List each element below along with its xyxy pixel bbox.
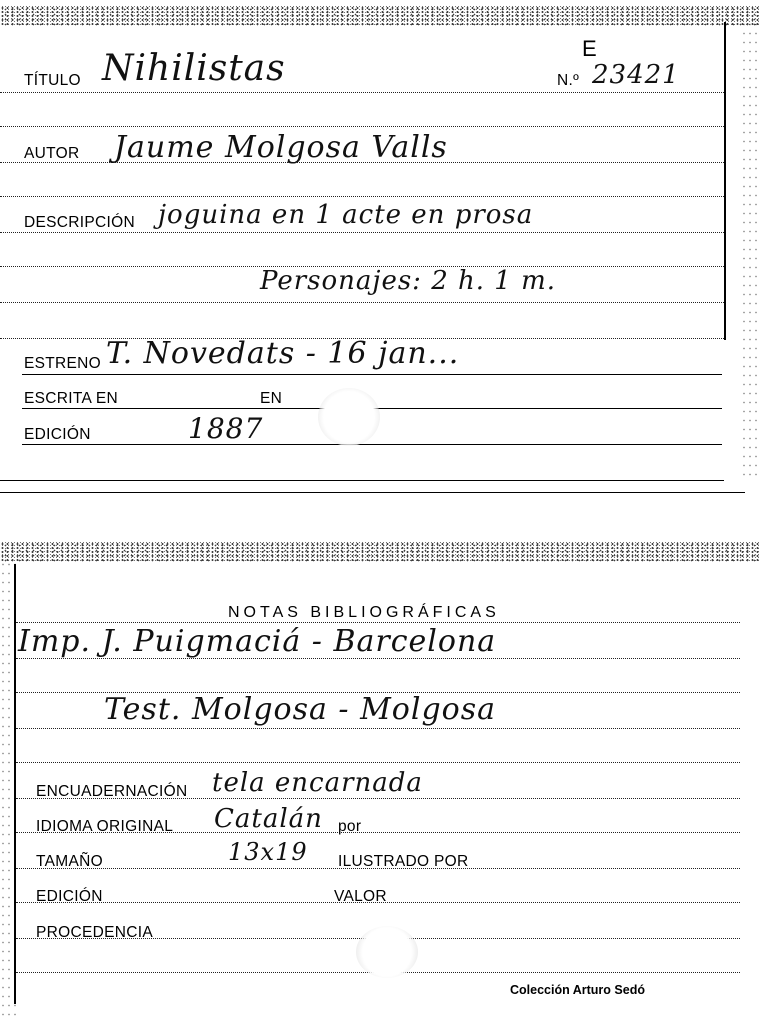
titulo-value: Nihilistas	[102, 48, 286, 89]
punch-hole-mark	[318, 388, 380, 446]
ruled-line	[16, 762, 740, 763]
procedencia-label: PROCEDENCIA	[36, 924, 153, 941]
encuadernacion-value: tela encarnada	[212, 768, 423, 798]
autor-value: Jaume Molgosa Valls	[114, 130, 448, 165]
ruled-line	[22, 444, 722, 445]
ilustrado-label: ILUSTRADO POR	[338, 853, 469, 870]
scan-edge-noise	[0, 6, 759, 26]
descripcion-label: DESCRIPCIÓN	[24, 214, 135, 231]
catalog-card-bottom	[0, 540, 759, 1028]
idioma-label: IDIOMA ORIGINAL	[36, 818, 174, 835]
note-line-1: Imp. J. Puigmaciá - Barcelona	[18, 624, 497, 659]
titulo-label: TÍTULO	[24, 72, 81, 89]
tamano-value: 13x19	[228, 838, 308, 866]
ruled-line	[16, 728, 740, 729]
scan-edge-noise	[0, 542, 759, 562]
catalog-card-top	[0, 0, 759, 495]
edicion-value: 1887	[188, 412, 264, 445]
autor-label: AUTOR	[24, 145, 80, 162]
scan-edge-noise-right	[741, 20, 759, 480]
edicion-label-bottom: EDICIÓN	[36, 888, 103, 905]
personajes-value: Personajes: 2 h. 1 m.	[260, 266, 557, 296]
descripcion-value: joguina en 1 acte en prosa	[158, 200, 534, 230]
notas-heading: NOTAS BIBLIOGRÁFICAS	[228, 604, 500, 621]
ruled-line	[0, 302, 724, 303]
estreno-label: ESTRENO	[24, 355, 102, 372]
punch-hole-mark	[356, 926, 418, 978]
por-label: por	[338, 818, 362, 835]
ruled-line	[0, 480, 724, 481]
estreno-value: T. Novedats - 16 jan...	[106, 336, 460, 371]
card-border-right	[724, 22, 726, 340]
numero-prefix: E	[582, 36, 597, 61]
escrita-en-label: ESCRITA EN	[24, 390, 119, 407]
idioma-value: Catalán	[214, 804, 323, 834]
en-label: EN	[260, 390, 283, 407]
ruled-line	[22, 374, 722, 375]
ruled-line	[0, 232, 724, 233]
numero-value: 23421	[592, 60, 680, 90]
valor-label: VALOR	[334, 888, 387, 905]
note-line-2: Test. Molgosa - Molgosa	[104, 692, 497, 727]
ruled-line	[0, 126, 724, 127]
ruled-line	[0, 196, 724, 197]
tamano-label: TAMAÑO	[36, 853, 103, 870]
ruled-line	[0, 92, 724, 93]
card-bottom-edge	[0, 492, 745, 493]
encuadernacion-label: ENCUADERNACIÓN	[36, 783, 188, 800]
ruled-line	[16, 622, 740, 623]
numero-label: N.º	[557, 72, 580, 89]
collection-footer: Colección Arturo Sedó	[510, 983, 645, 997]
edicion-label: EDICIÓN	[24, 426, 91, 443]
